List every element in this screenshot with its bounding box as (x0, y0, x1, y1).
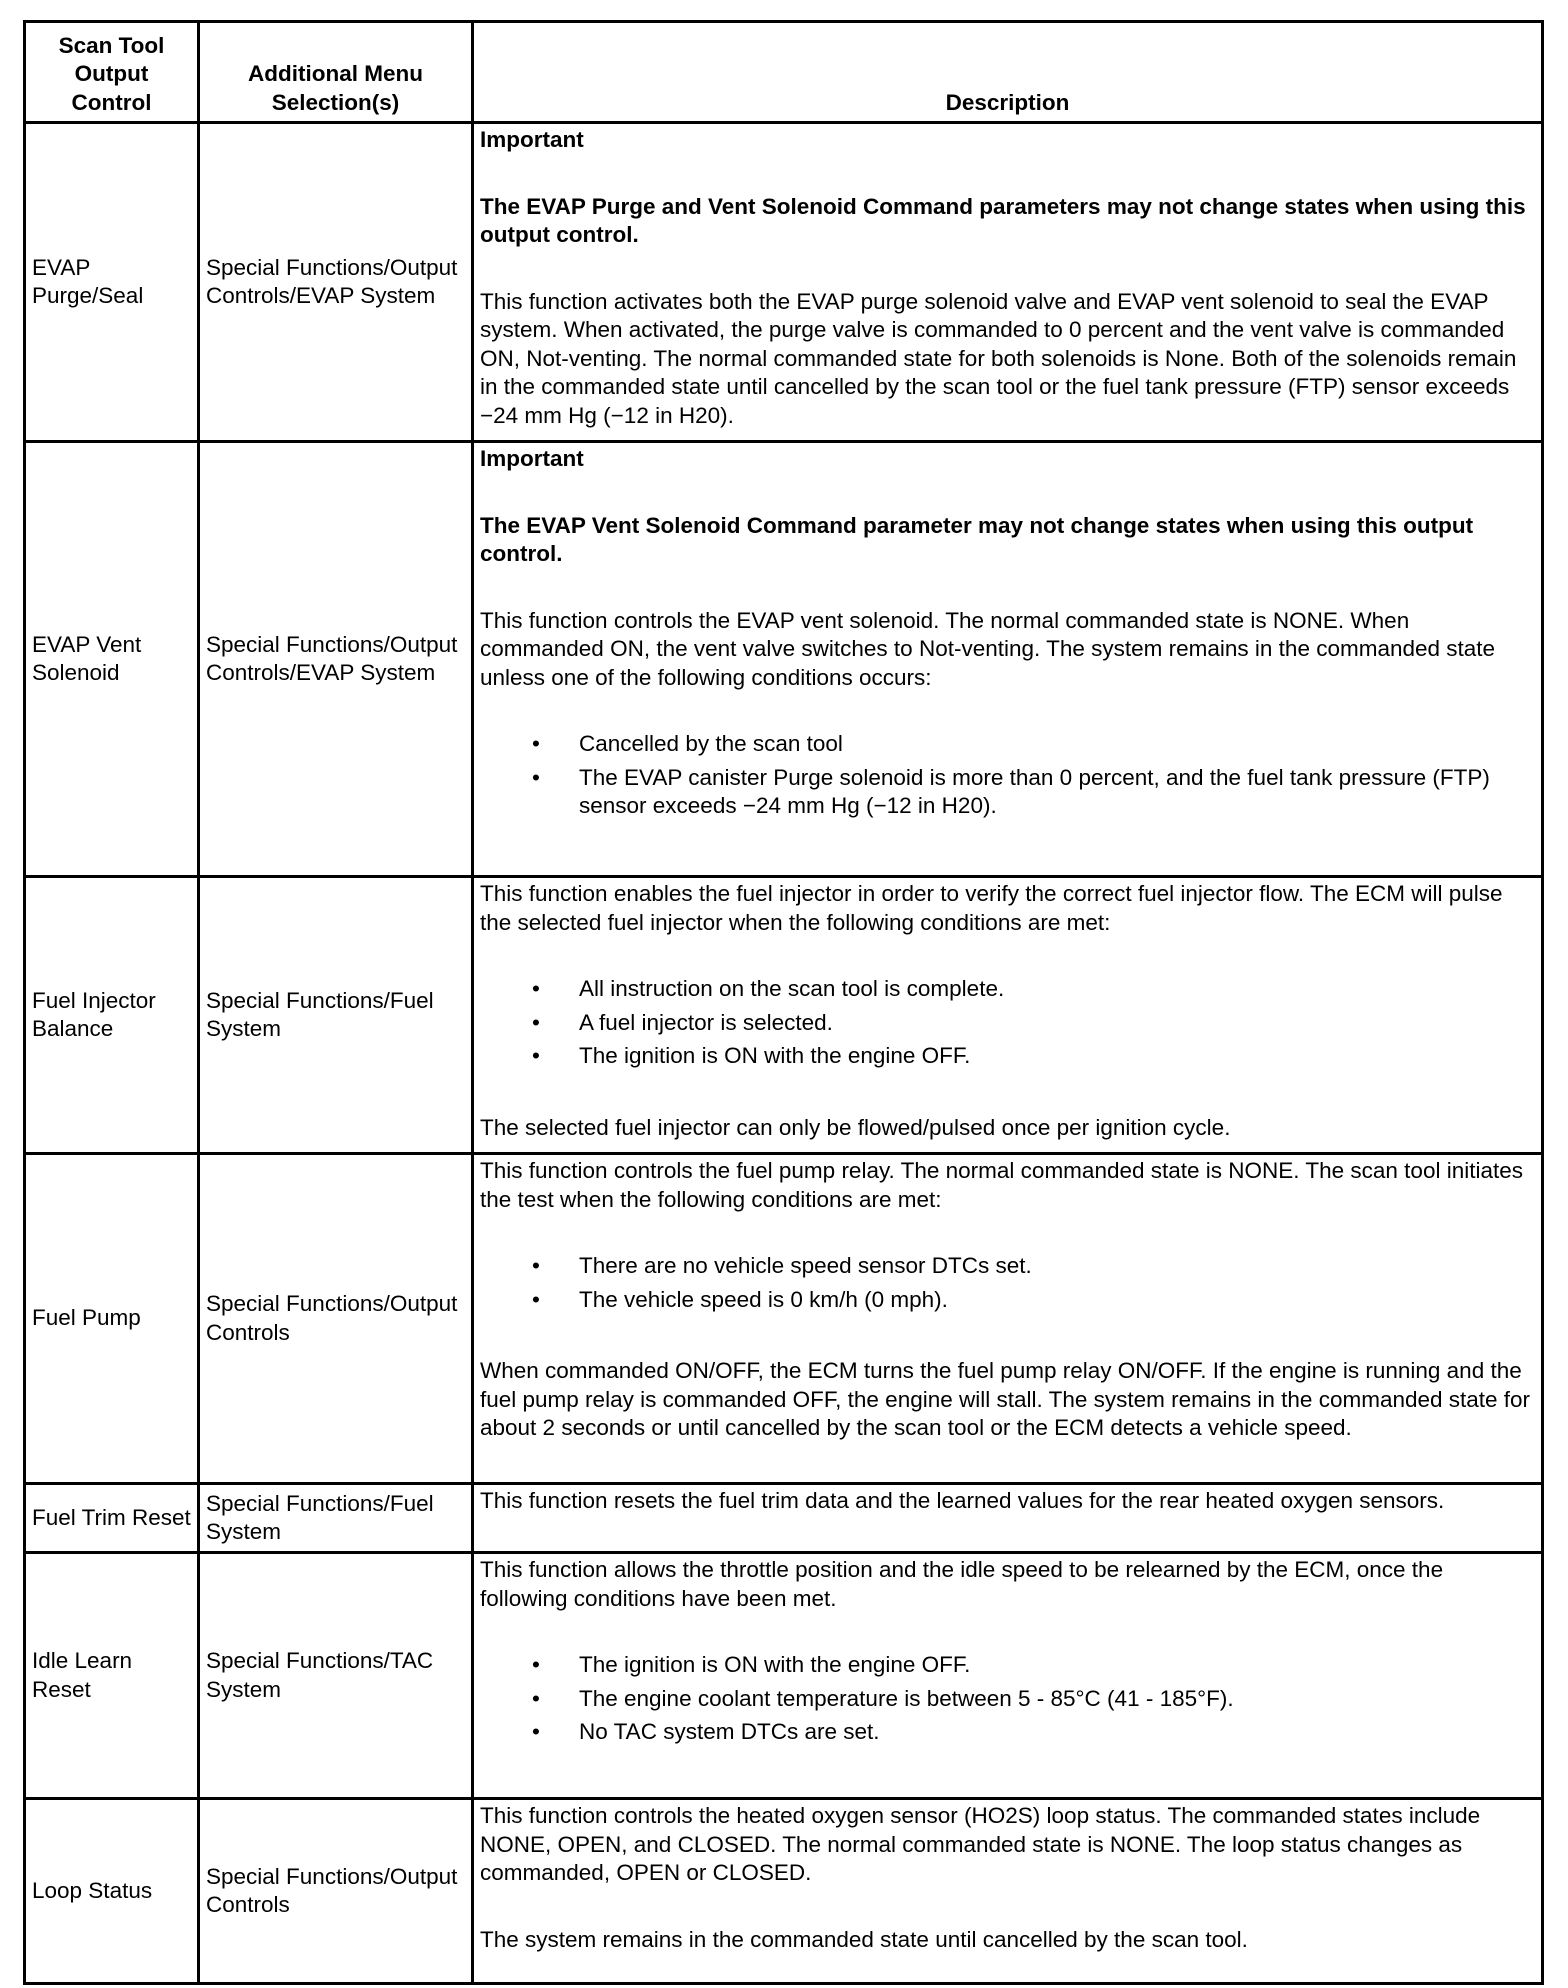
description-text: This function controls the fuel pump relay. The normal commanded state is NONE. The scan tool initiates the test when the following conditions are met: (480, 1158, 1523, 1212)
list-item: • The engine coolant temperature is between 5 - 85°C (41 - 185°F). (480, 1685, 1535, 1714)
description-cell (473, 877, 1543, 1154)
list-item: • There are no vehicle speed sensor DTCs set. (480, 1252, 1535, 1281)
description-text: This function resets the fuel trim data and the learned values for the rear heated oxygen sensors. (480, 1488, 1445, 1513)
menu-selection-cell: Special Functions/Output Controls/EVAP System (199, 123, 473, 442)
table-row (25, 1799, 1543, 1984)
list-item: • The EVAP canister Purge solenoid is more than 0 percent, and the fuel tank pressure (FTP) sensor exceeds −24 mm Hg (−12 in H20). (480, 764, 1535, 821)
description-cell (473, 1799, 1543, 1984)
menu-selection-cell: Special Functions/Fuel System (199, 1484, 473, 1553)
header-additional-menu-selections: Additional Menu Selection(s) (199, 22, 473, 123)
output-control-cell: Fuel Pump (25, 1154, 199, 1484)
important-note: The EVAP Purge and Vent Solenoid Command parameters may not change states when using this output control. (480, 193, 1526, 247)
table-row (25, 877, 1543, 1154)
menu-selection-cell: Special Functions/Fuel System (199, 877, 473, 1154)
list-item: • A fuel injector is selected. (480, 1009, 1535, 1038)
list-item: • The ignition is ON with the engine OFF. (480, 1042, 1535, 1071)
list-item: • Cancelled by the scan tool (480, 730, 1535, 759)
table-row (25, 1154, 1543, 1484)
menu-selection-cell: Special Functions/Output Controls (199, 1799, 473, 1984)
conditions-list (480, 1651, 1535, 1747)
header-description: Description (473, 22, 1543, 123)
list-item: • The ignition is ON with the engine OFF. (480, 1651, 1535, 1680)
important-label: Important (480, 127, 584, 152)
menu-selection-cell: Special Functions/Output Controls/EVAP System (199, 442, 473, 877)
table-row (25, 1553, 1543, 1799)
table-header-row (25, 22, 1543, 123)
description-note: The selected fuel injector can only be flowed/pulsed once per ignition cycle. (480, 1114, 1231, 1140)
list-item: • The vehicle speed is 0 km/h (0 mph). (480, 1286, 1535, 1315)
important-note: The EVAP Vent Solenoid Command parameter may not change states when using this output control. (480, 512, 1474, 566)
output-control-cell: Loop Status (25, 1799, 199, 1984)
description-cell (473, 1154, 1543, 1484)
list-item: • All instruction on the scan tool is complete. (480, 975, 1535, 1004)
description-text: This function activates both the EVAP purge solenoid valve and EVAP vent solenoid to seal the EVAP system. When activated, the purge valve is commanded to 0 percent and the vent valve is commanded ON, Not-venting. The normal commanded state for both solenoids is None. Both of the solenoids remain in the commanded state until cancelled by the scan tool or the fuel tank pressure (FTP) sensor exceeds −24 mm Hg (−12 in H20). (480, 288, 1517, 428)
description-cell (473, 1484, 1543, 1553)
description-text: This function controls the heated oxygen sensor (HO2S) loop status. The commanded states include NONE, OPEN, and CLOSED. The normal commanded state is NONE. The loop status changes as commanded, OPEN or CLOSED. (480, 1803, 1481, 1885)
output-control-cell: Idle Learn Reset (25, 1553, 199, 1799)
conditions-list (480, 1252, 1535, 1314)
menu-selection-cell: Special Functions/Output Controls (199, 1154, 473, 1484)
output-control-cell: EVAP Vent Solenoid (25, 442, 199, 877)
important-label: Important (480, 446, 584, 471)
header-scan-tool-output-control: Scan Tool Output Control (25, 22, 199, 123)
table-row (25, 1484, 1543, 1553)
description-text: This function allows the throttle position and the idle speed to be relearned by the ECM, once the following conditions have been met. (480, 1557, 1444, 1611)
description-cell (473, 442, 1543, 877)
description-text: This function enables the fuel injector in order to verify the correct fuel injector flow. The ECM will pulse the selected fuel injector when the following conditions are met: (480, 881, 1503, 935)
description-cell (473, 123, 1543, 442)
description-note: When commanded ON/OFF, the ECM turns the fuel pump relay ON/OFF. If the engine is running and the fuel pump relay is commanded OFF, the engine will stall. The system remains in the commanded state for about 2 seconds or until cancelled by the scan tool or the ECM detects a vehicle speed. (480, 1358, 1531, 1440)
output-controls-table (23, 20, 1544, 1985)
description-cell (473, 1553, 1543, 1799)
output-control-cell: Fuel Injector Balance (25, 877, 199, 1154)
description-text: This function controls the EVAP vent solenoid. The normal commanded state is NONE. When commanded ON, the vent valve switches to Not-venting. The system remains in the commanded state unless one of the following conditions occurs: (480, 607, 1496, 690)
menu-selection-cell: Special Functions/TAC System (199, 1553, 473, 1799)
description-note: The system remains in the commanded state until cancelled by the scan tool. (480, 1926, 1248, 1952)
conditions-list (480, 975, 1535, 1071)
table-row (25, 123, 1543, 442)
conditions-list (480, 730, 1535, 821)
output-control-cell: EVAP Purge/Seal (25, 123, 199, 442)
table-row (25, 442, 1543, 877)
output-control-cell: Fuel Trim Reset (25, 1484, 199, 1553)
list-item: • No TAC system DTCs are set. (480, 1718, 1535, 1747)
